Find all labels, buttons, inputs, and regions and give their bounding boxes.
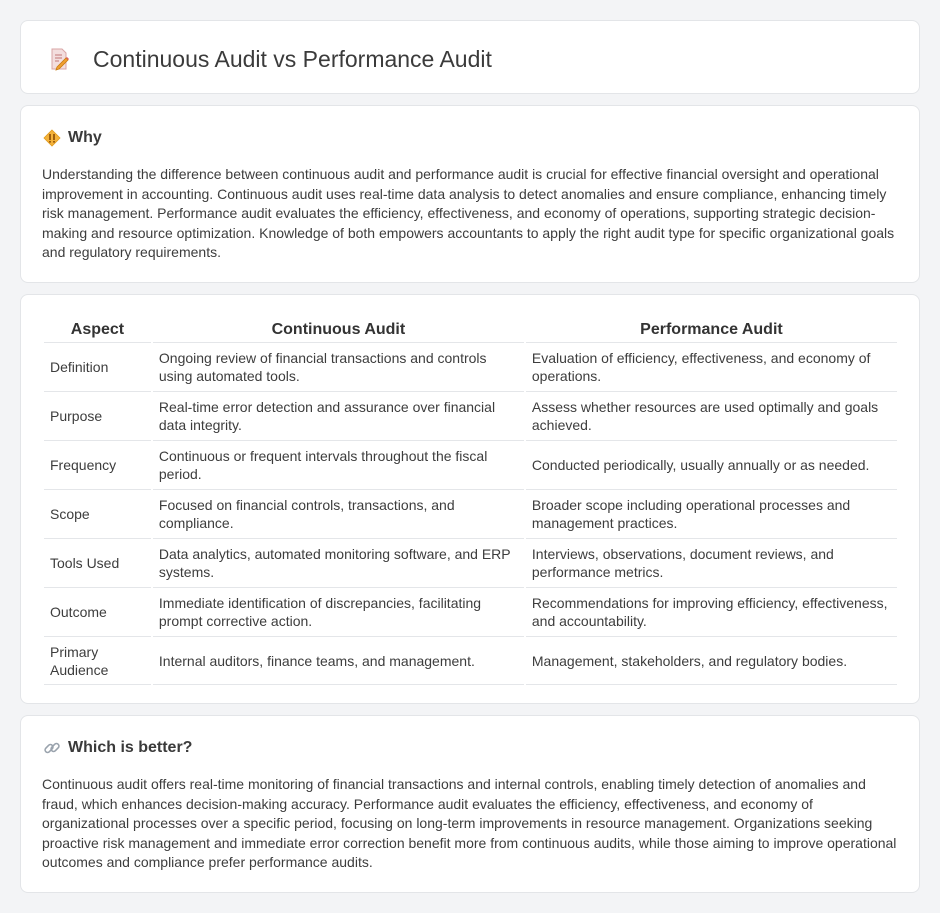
continuous-cell: Real-time error detection and assurance over financial data integrity.: [153, 391, 524, 440]
continuous-cell: Focused on financial controls, transactions, and compliance.: [153, 489, 524, 538]
better-heading: Which is better?: [68, 739, 193, 756]
table-row: [44, 538, 897, 587]
why-text: Understanding the difference between continuous audit and performance audit is crucial for effective financial oversight and operational improvement in accounting. Continuous audit uses real-time data analysis to detect anomalies and ensure compliance, enhancing timely risk management. Performance audit evaluates the efficiency, effectiveness, and economy of operations, supporting strategic decision-making and resource optimization. Knowledge of both empowers accountants to apply the right audit type for specific organizational goals and regulatory requirements.: [42, 166, 895, 261]
link-icon: [43, 739, 61, 757]
aspect-cell: Frequency: [44, 440, 151, 489]
continuous-cell: Immediate identification of discrepancies, facilitating prompt corrective action.: [153, 587, 524, 636]
better-text: Continuous audit offers real-time monitoring of financial transactions and internal controls, enabling timely detection of anomalies and fraud, which enhances decision-making accuracy. Performance audit evaluates the efficiency, effectiveness, and economy of organizational processes over a specific period, focusing on long-term improvements in resource management. Organizations seeking proactive risk management and immediate error correction benefit more from continuous audits, while those aiming to improve operational outcomes and compliance prefer performance audits.: [42, 776, 897, 871]
better-header: [43, 738, 192, 758]
continuous-cell: Continuous or frequent intervals throughout the fiscal period.: [153, 440, 524, 489]
document-pencil-icon: [47, 47, 71, 71]
performance-cell: Recommendations for improving efficiency, effectiveness, and accountability.: [526, 587, 897, 636]
continuous-cell: Ongoing review of financial transactions and controls using automated tools.: [153, 342, 524, 391]
table-row: [44, 342, 897, 391]
aspect-cell: Purpose: [44, 391, 151, 440]
continuous-cell: Data analytics, automated monitoring software, and ERP systems.: [153, 538, 524, 587]
diamond-warning-icon: [43, 129, 61, 147]
table-row: [44, 587, 897, 636]
aspect-cell: Scope: [44, 489, 151, 538]
why-header: [43, 128, 102, 148]
column-header: Continuous Audit: [271, 321, 406, 338]
performance-cell: Management, stakeholders, and regulatory bodies.: [526, 636, 897, 685]
which-is-better-section: [20, 715, 920, 893]
continuous-cell: Internal auditors, finance teams, and management.: [153, 636, 524, 685]
table-header-row: [44, 314, 897, 342]
comparison-section: [20, 294, 920, 704]
table-row: [44, 440, 897, 489]
table-row: [44, 489, 897, 538]
performance-cell: Assess whether resources are used optimally and goals achieved.: [526, 391, 897, 440]
why-heading: Why: [68, 129, 102, 146]
performance-cell: Interviews, observations, document reviews, and performance metrics.: [526, 538, 897, 587]
column-header: Performance Audit: [640, 321, 783, 338]
aspect-cell: Definition: [44, 342, 151, 391]
why-section: [20, 105, 920, 283]
comparison-table: [42, 314, 899, 685]
title-card: [20, 20, 920, 94]
table-row: [44, 636, 897, 685]
page-title: Continuous Audit vs Performance Audit: [93, 46, 492, 72]
performance-cell: Evaluation of efficiency, effectiveness, and economy of operations.: [526, 342, 897, 391]
column-header: Aspect: [70, 321, 125, 338]
performance-cell: Broader scope including operational processes and management practices.: [526, 489, 897, 538]
aspect-cell: Primary Audience: [44, 636, 151, 685]
performance-cell: Conducted periodically, usually annually or as needed.: [526, 440, 897, 489]
aspect-cell: Outcome: [44, 587, 151, 636]
table-row: [44, 391, 897, 440]
aspect-cell: Tools Used: [44, 538, 151, 587]
